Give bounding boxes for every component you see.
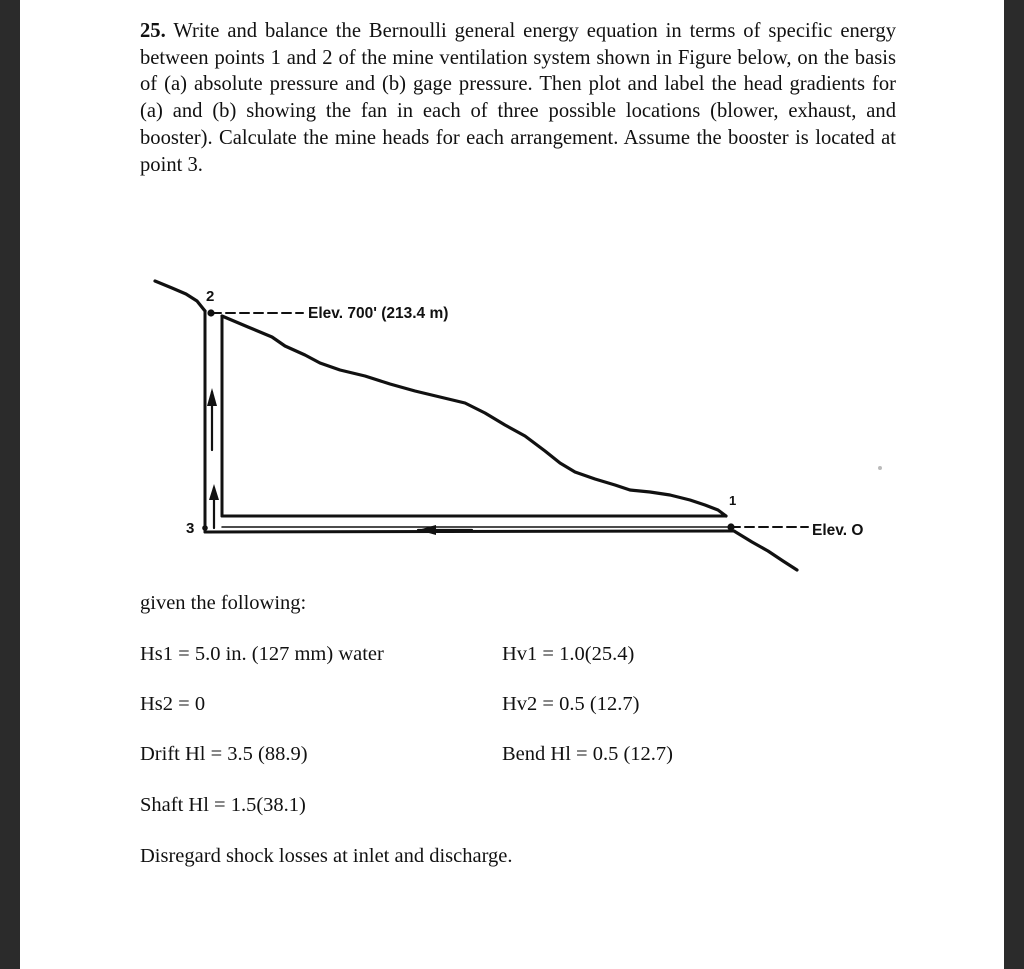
point-1-label: 1 [729, 493, 737, 508]
given-drift: Drift Hl = 3.5 (88.9) [140, 743, 308, 765]
given-hs2: Hs2 = 0 [140, 693, 206, 715]
shaft-arrow-head-lower [209, 484, 219, 500]
point-2-label: 2 [206, 288, 215, 305]
point-1-marker [727, 523, 734, 530]
shaft-arrow-head-upper [207, 388, 217, 406]
point-3-label: 3 [186, 520, 195, 537]
given-intro: given the following: [140, 592, 307, 614]
stray-dot [878, 466, 882, 470]
problem-text: Write and balance the Bernoulli general energy equation in terms of specific energy between points 1 and 2 of the mine ventilation system shown in Figure below, on the basis of (a) absolute pressure and (b) gage pressure. Then plot and label the head gradients for (a) and (b) showing the fan in each of three possible locations (blower, exhaust, and booster). Calculate the mine heads for each arrangement. Assume the booster is located at point 3. [140, 20, 896, 176]
surface-left-line [155, 281, 205, 311]
given-hv2: Hv2 = 0.5 (12.7) [502, 693, 640, 715]
given-note: Disregard shock losses at inlet and discharge. [140, 845, 513, 867]
ground-profile-line [222, 316, 726, 516]
surface-right-line [734, 531, 797, 570]
given-hv1: Hv1 = 1.0(25.4) [502, 643, 635, 665]
given-hs1: Hs1 = 5.0 in. (127 mm) water [140, 643, 384, 665]
elev-bottom-label: Elev. O [812, 522, 864, 539]
elev-top-label: Elev. 700' (213.4 m) [308, 305, 449, 322]
point-2-marker [207, 309, 214, 316]
problem-number: 25. [140, 20, 166, 42]
drift-floor [205, 531, 734, 532]
point-3-marker [202, 525, 208, 531]
given-shaft: Shaft Hl = 1.5(38.1) [140, 794, 306, 816]
given-bend: Bend Hl = 0.5 (12.7) [502, 743, 673, 765]
